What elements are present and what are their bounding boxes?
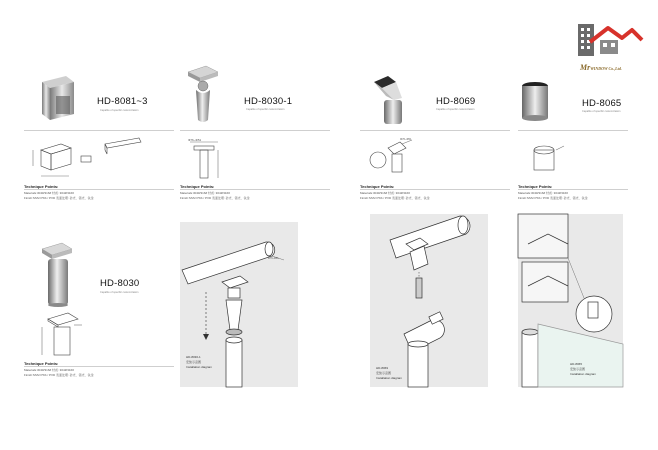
installation-panel-hd-8069 bbox=[370, 214, 488, 387]
materials-line: Materials:304#/316# 材质: 304#/316# bbox=[24, 191, 74, 195]
finish-line: Finish:SSS/ PSS / PVD 表面处理: 砂光、镜光、钛金 bbox=[518, 196, 588, 200]
technical-drawing bbox=[38, 311, 98, 359]
installation-illustration bbox=[370, 214, 488, 387]
install-code: HD-8065 bbox=[570, 362, 583, 366]
install-caption-cn: 安装示意图 bbox=[186, 360, 202, 364]
logo-brand: Mr bbox=[580, 63, 591, 72]
product-subtitle: Capable of specific customization bbox=[246, 108, 285, 111]
product-subtitle: Capable of specific customization bbox=[100, 109, 139, 112]
dimension-label: Φ76~Φ51 bbox=[268, 257, 279, 260]
divider bbox=[360, 130, 510, 131]
dimension-label: Φ76~Φ51 bbox=[188, 138, 202, 142]
divider bbox=[24, 366, 174, 367]
installation-panel-hd-8030-1 bbox=[180, 222, 298, 387]
materials-line: Materials:304#/316# 材质: 304#/316# bbox=[24, 368, 74, 372]
finish-line: Finish:SSS/ PSS / PVD 表面处理: 砂光、镜光、钛金 bbox=[360, 196, 430, 200]
finish-line: Finish:SSS/ PSS / PVD 表面处理: 砂光、镜光、钛金 bbox=[180, 196, 250, 200]
product-card-hd-8030-1 bbox=[180, 62, 330, 202]
product-photo-flat-saddle-post bbox=[38, 243, 78, 309]
install-code: HD-8069 bbox=[376, 366, 389, 370]
product-photo-round-post-cap bbox=[518, 78, 552, 122]
product-card-hd-8081-3 bbox=[24, 70, 174, 200]
install-caption-cn: 安装示意图 bbox=[376, 371, 392, 375]
technical-drawing bbox=[29, 136, 144, 181]
install-caption-cn: 安装示意图 bbox=[570, 367, 586, 371]
install-caption-en: Installation diagram bbox=[376, 376, 403, 380]
technique-title: Technique Points: bbox=[518, 184, 553, 189]
technical-drawing bbox=[522, 140, 572, 180]
technique-title: Technique Points: bbox=[24, 184, 59, 189]
finish-line: Finish:SSS/ PSS / PVD 表面处理: 砂光、镜光、钛金 bbox=[24, 196, 94, 200]
product-card-hd-8069 bbox=[360, 70, 510, 205]
product-photo-swivel-saddle bbox=[184, 62, 224, 126]
divider bbox=[180, 189, 330, 190]
divider bbox=[518, 130, 628, 131]
install-caption-en: Installation diagram bbox=[186, 365, 213, 369]
divider bbox=[518, 189, 628, 190]
product-card-hd-8030 bbox=[24, 243, 174, 383]
product-photo-square-post-cap bbox=[36, 74, 76, 124]
product-subtitle: Capable of specific customization bbox=[582, 110, 621, 113]
product-photo-angled-connector bbox=[368, 74, 408, 126]
product-code: HD-8069 bbox=[436, 96, 476, 107]
finish-line: Finish:SSS/ PSS / PVD 表面处理: 砂光、镜光、钛金 bbox=[24, 373, 94, 377]
technique-title: Technique Points: bbox=[180, 184, 215, 189]
divider bbox=[180, 130, 330, 131]
dimension-label: Φ76~Φ51 bbox=[400, 138, 412, 141]
logo-brand-suffix: WINDOW Co.,Ltd. bbox=[590, 66, 622, 71]
divider bbox=[360, 189, 510, 190]
installation-panel-hd-8065 bbox=[518, 214, 623, 387]
technique-title: Technique Points: bbox=[360, 184, 395, 189]
materials-line: Materials:304#/316# 材质: 304#/316# bbox=[180, 191, 230, 195]
product-subtitle: Capable of specific customization bbox=[100, 291, 139, 294]
install-caption-en: Installation diagram bbox=[570, 372, 597, 376]
company-logo bbox=[572, 14, 644, 76]
product-card-hd-8065 bbox=[518, 78, 638, 206]
product-subtitle: Capable of specific customization bbox=[436, 108, 475, 111]
technical-drawing bbox=[180, 136, 240, 180]
materials-line: Materials:304#/316# 材质: 304#/316# bbox=[360, 191, 410, 195]
materials-line: Materials:304#/316# 材质: 304#/316# bbox=[518, 191, 568, 195]
divider bbox=[24, 189, 174, 190]
technique-title: Technique Points: bbox=[24, 361, 59, 366]
install-code: HD-8030-1 bbox=[186, 355, 201, 359]
technical-drawing bbox=[364, 136, 434, 180]
product-code: HD-8030-1 bbox=[244, 96, 293, 107]
product-code: HD-8030 bbox=[100, 278, 140, 289]
product-code: HD-8065 bbox=[582, 98, 622, 109]
product-code: HD-8081~3 bbox=[97, 96, 148, 107]
divider bbox=[24, 130, 174, 131]
